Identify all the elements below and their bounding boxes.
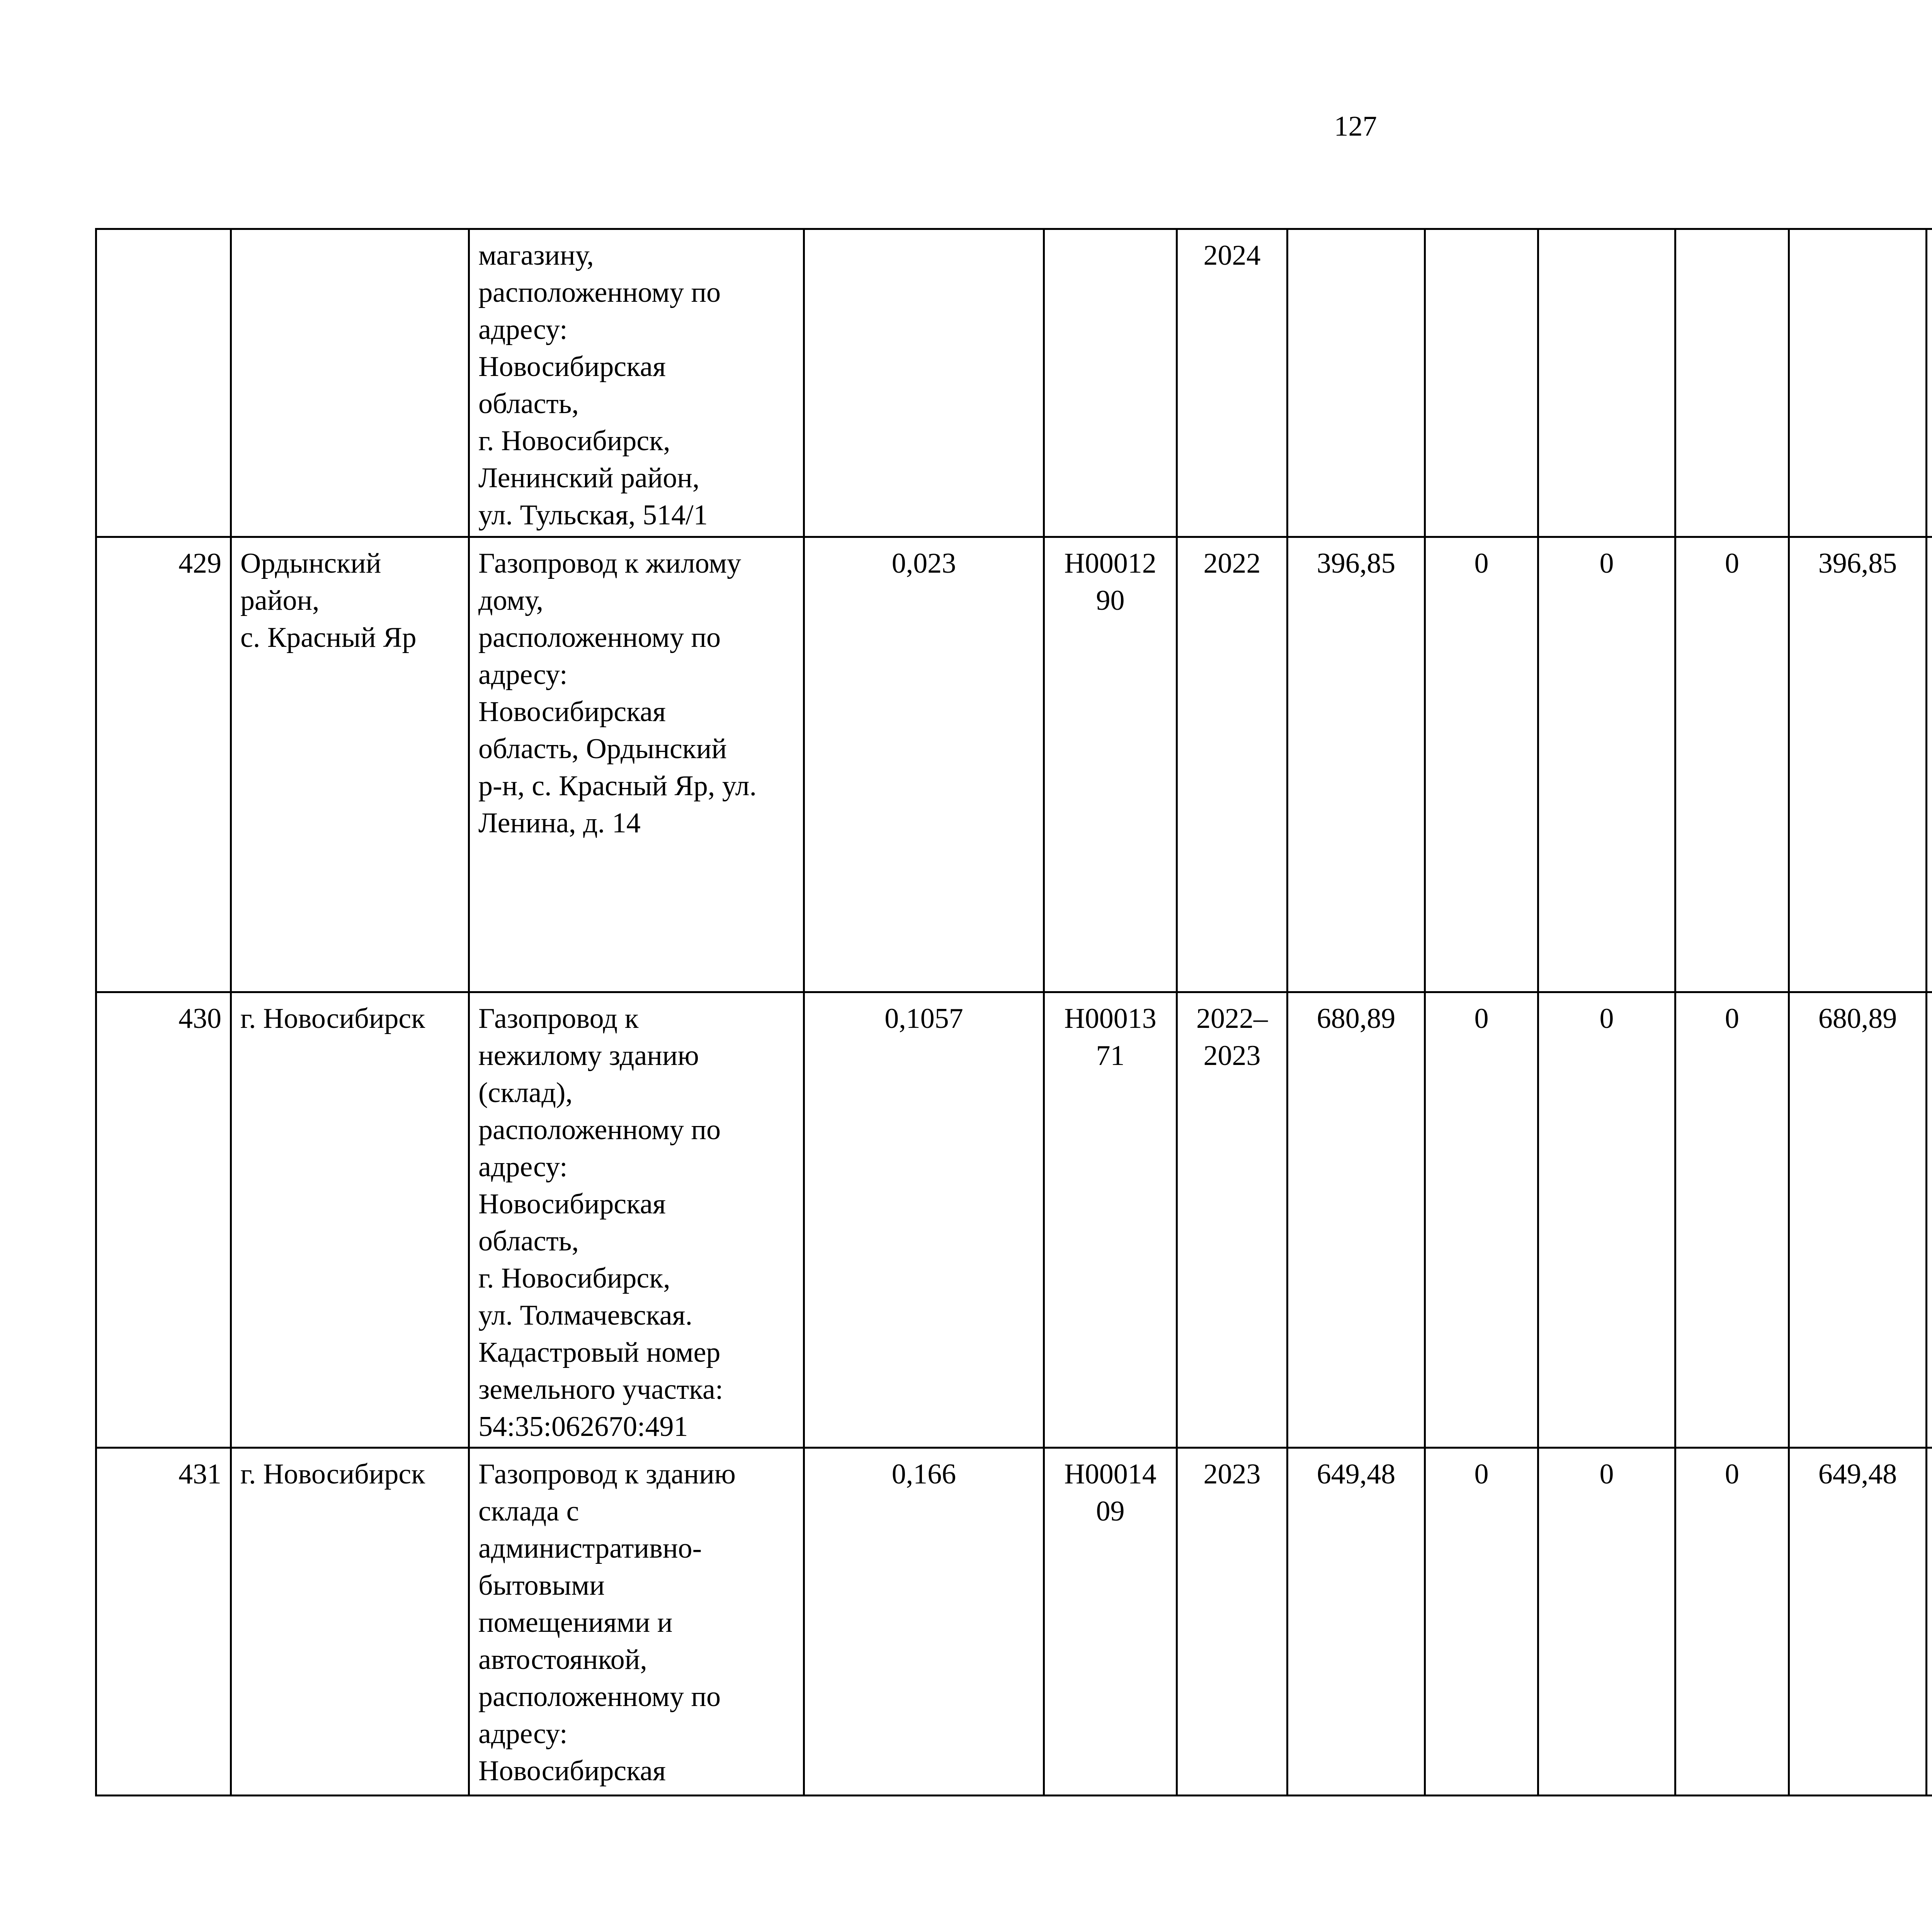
- value-cell-2: 0: [1538, 1448, 1675, 1796]
- total-cost-cell: 680,89: [1287, 992, 1425, 1448]
- gas-pipeline-table: [95, 228, 1932, 1796]
- value-cell-4: [1789, 229, 1927, 537]
- value-cell-4: 680,89: [1789, 992, 1927, 1448]
- object-code-cell: Н00013 71: [1044, 992, 1177, 1448]
- length-cell: 0,023: [804, 537, 1044, 992]
- value-cell-1: 0: [1425, 537, 1538, 992]
- value-cell-2: 0: [1538, 537, 1675, 992]
- organization-cell: [1927, 992, 1932, 1448]
- table-row: [96, 992, 1932, 1448]
- years-cell: 2023: [1177, 1448, 1287, 1796]
- value-cell-1: 0: [1425, 1448, 1538, 1796]
- object-name-cell: магазину, расположенному по адресу: Новосибирская область, г. Новосибирск, Ленинский район, ул. Тульская, 514/1: [469, 229, 804, 537]
- object-code-cell: Н00012 90: [1044, 537, 1177, 992]
- organization-cell: [1927, 537, 1932, 992]
- length-cell: 0,1057: [804, 992, 1044, 1448]
- table-row: [96, 537, 1932, 992]
- value-cell-3: [1675, 229, 1789, 537]
- total-cost-cell: 396,85: [1287, 537, 1425, 992]
- district-cell: г. Новосибирск: [231, 1448, 469, 1796]
- value-cell-1: [1425, 229, 1538, 537]
- value-cell-2: [1538, 229, 1675, 537]
- years-cell: 2022: [1177, 537, 1287, 992]
- table-row: [96, 1448, 1932, 1796]
- district-cell: [231, 229, 469, 537]
- table-row: [96, 229, 1932, 537]
- total-cost-cell: 649,48: [1287, 1448, 1425, 1796]
- value-cell-3: 0: [1675, 1448, 1789, 1796]
- row-number-cell: 431: [96, 1448, 231, 1796]
- value-cell-3: 0: [1675, 992, 1789, 1448]
- value-cell-4: 396,85: [1789, 537, 1927, 992]
- value-cell-4: 649,48: [1789, 1448, 1927, 1796]
- object-code-cell: [1044, 229, 1177, 537]
- years-cell: 2024: [1177, 229, 1287, 537]
- organization-cell: [1927, 1448, 1932, 1796]
- object-name-cell: Газопровод к нежилому зданию (склад), расположенному по адресу: Новосибирская область, г. Новосибирск, ул. Толмачевская. Кадастровый номер земельного участка: 54:35:062670:491: [469, 992, 804, 1448]
- length-cell: [804, 229, 1044, 537]
- district-cell: Ордынский район, с. Красный Яр: [231, 537, 469, 992]
- value-cell-2: 0: [1538, 992, 1675, 1448]
- object-name-cell: Газопровод к жилому дому, расположенному по адресу: Новосибирская область, Ордынский р-н, с. Красный Яр, ул. Ленина, д. 14: [469, 537, 804, 992]
- page-number: 127: [1334, 111, 1377, 142]
- value-cell-3: 0: [1675, 537, 1789, 992]
- object-code-cell: Н00014 09: [1044, 1448, 1177, 1796]
- row-number-cell: [96, 229, 231, 537]
- length-cell: 0,166: [804, 1448, 1044, 1796]
- district-cell: г. Новосибирск: [231, 992, 469, 1448]
- total-cost-cell: [1287, 229, 1425, 537]
- value-cell-1: 0: [1425, 992, 1538, 1448]
- object-name-cell: Газопровод к зданию склада с административно- бытовыми помещениями и автостоянкой, расположенному по адресу: Новосибирская: [469, 1448, 804, 1796]
- row-number-cell: 429: [96, 537, 231, 992]
- row-number-cell: 430: [96, 992, 231, 1448]
- organization-cell: [1927, 229, 1932, 537]
- years-cell: 2022– 2023: [1177, 992, 1287, 1448]
